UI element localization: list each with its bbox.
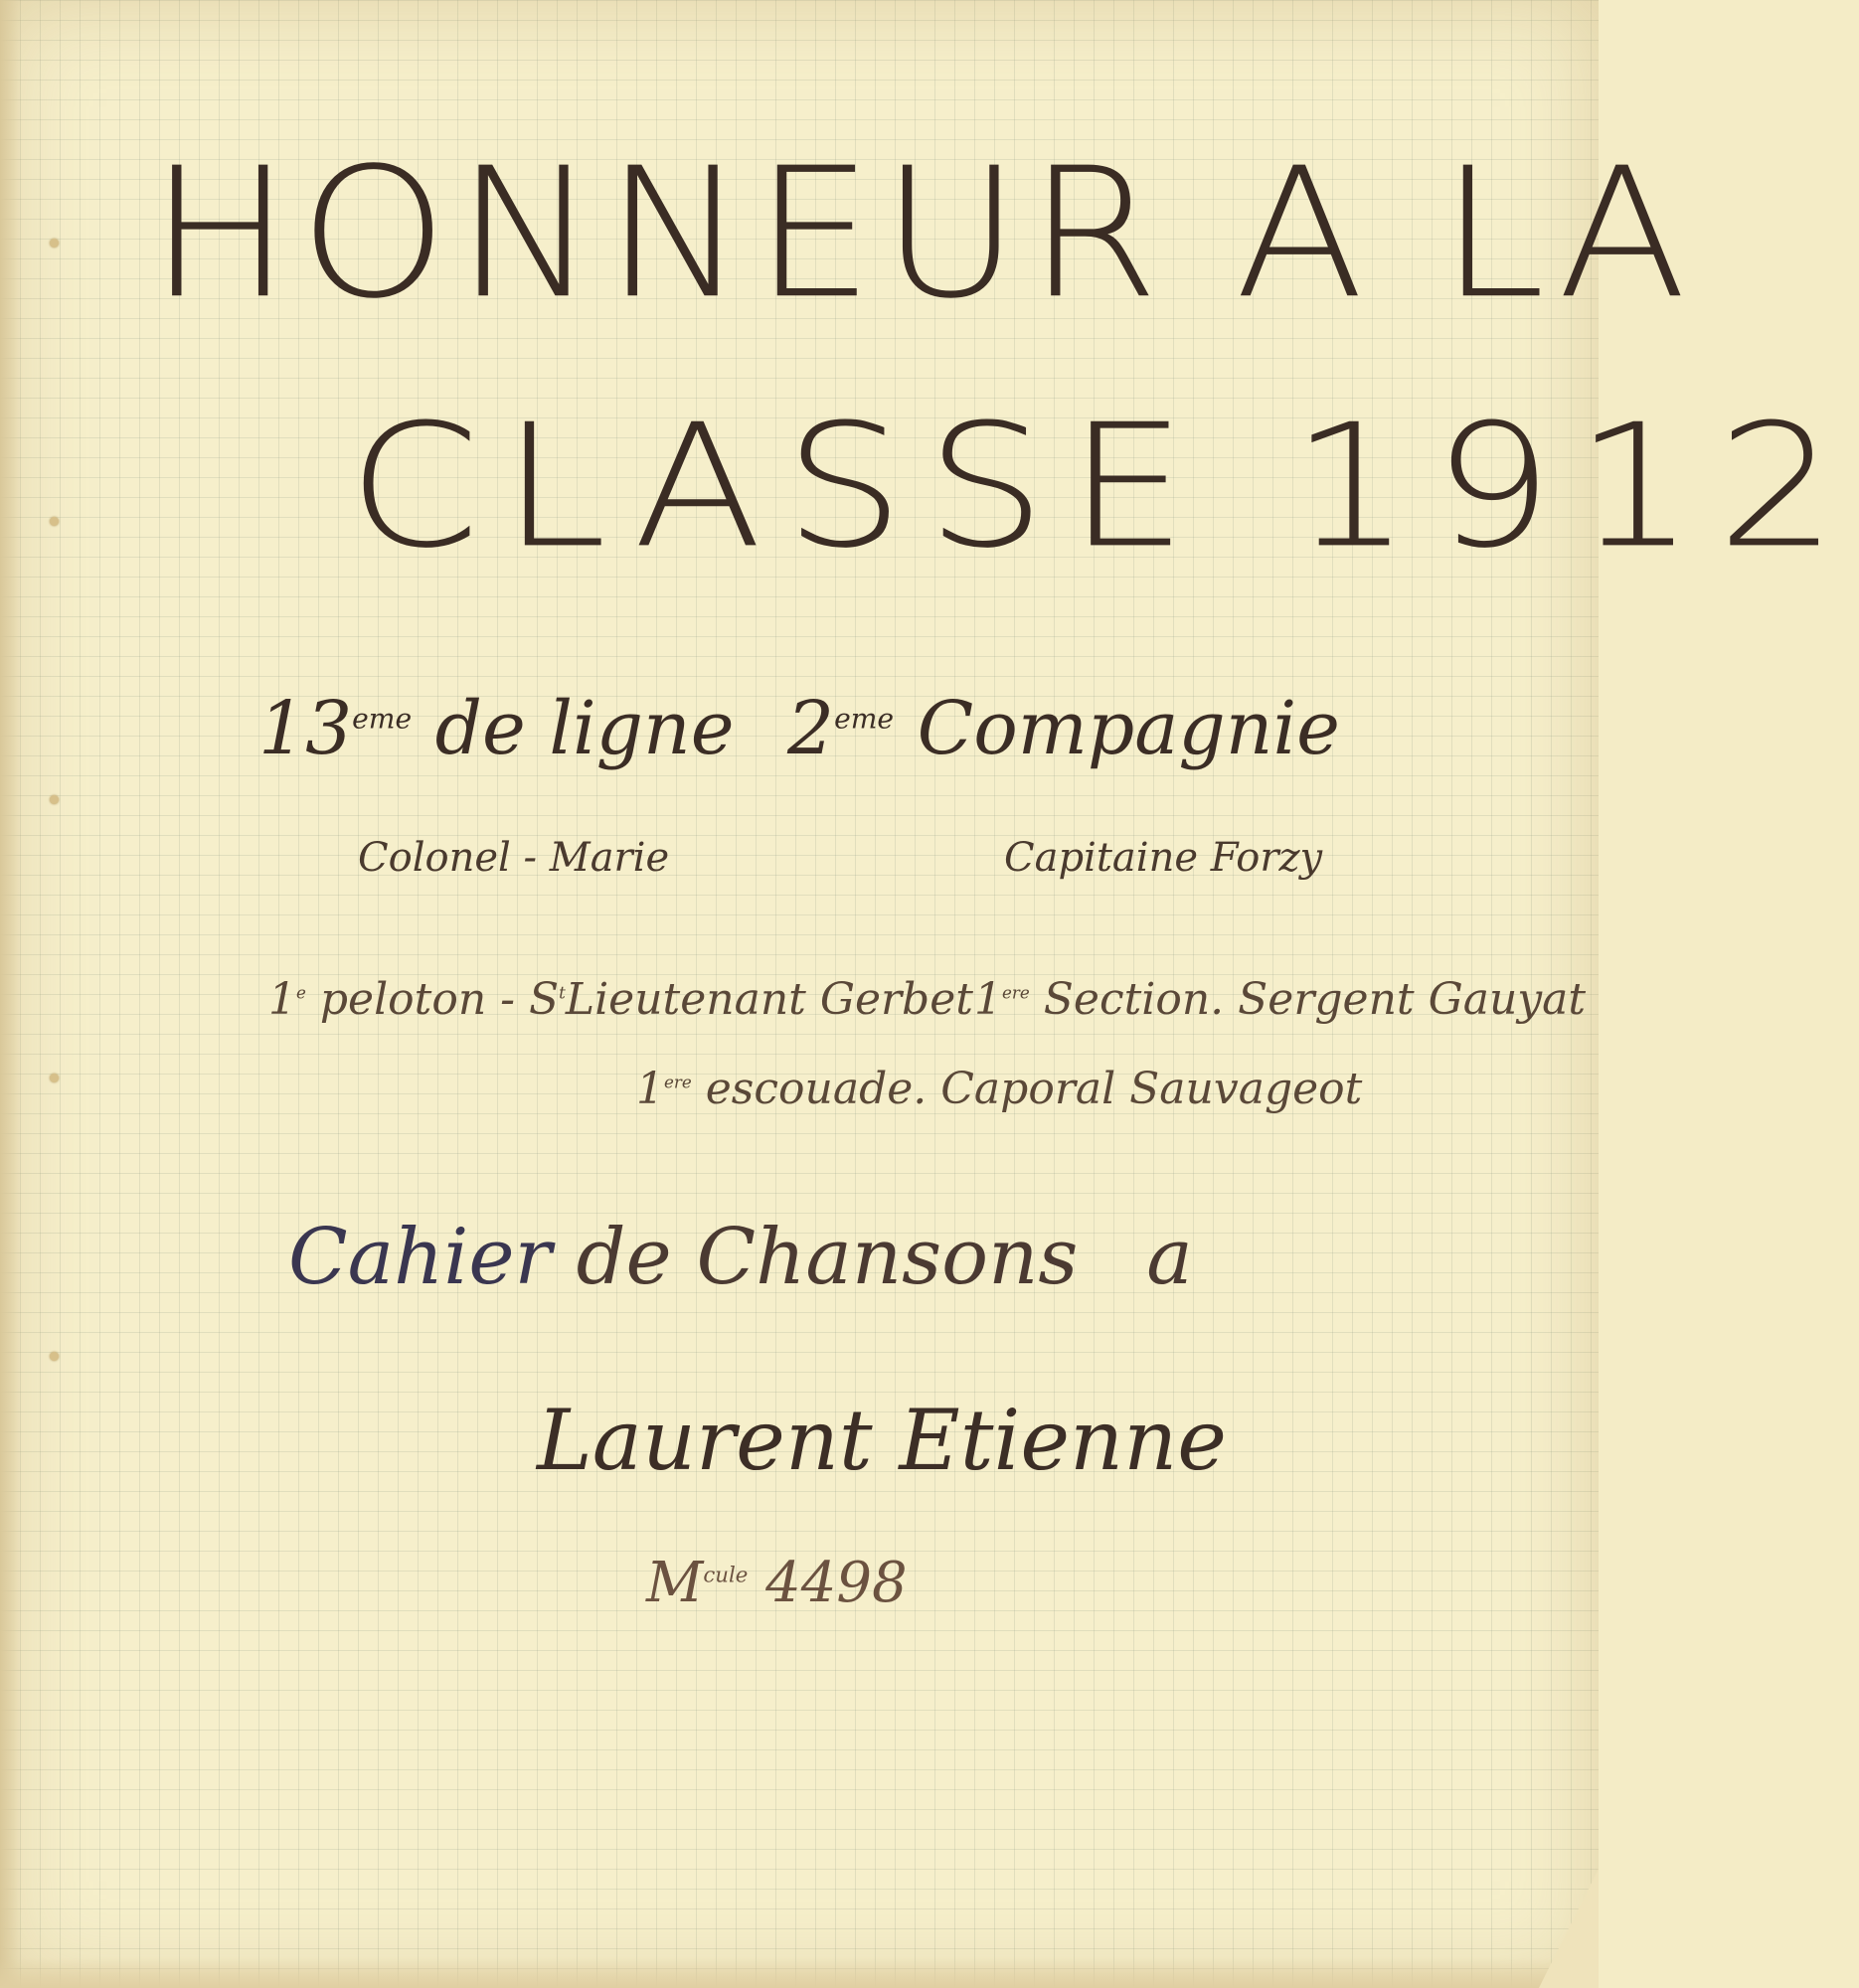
binding-hole bbox=[50, 239, 59, 248]
matricule-line bbox=[646, 1551, 908, 1615]
owner-name: Laurent Etienne bbox=[537, 1392, 1227, 1489]
regiment-line bbox=[258, 686, 1340, 771]
peloton-number: 1 bbox=[268, 974, 296, 1025]
title-line-2: CLASSE 1912 bbox=[348, 388, 1859, 585]
matricule-sup: cule bbox=[703, 1563, 749, 1588]
capitaine-line: Capitaine Forzy bbox=[1004, 835, 1323, 881]
company-number-sup: eme bbox=[834, 702, 895, 736]
cahier-line bbox=[288, 1213, 1193, 1302]
chansons-text: de Chansons bbox=[576, 1213, 1079, 1302]
peloton-line bbox=[268, 974, 973, 1025]
escouade-line bbox=[636, 1064, 1362, 1114]
regiment-text: de ligne bbox=[434, 686, 735, 771]
company-number: 2 bbox=[787, 686, 835, 771]
regiment-number: 13 bbox=[258, 686, 353, 771]
section-sup: ere bbox=[1002, 982, 1030, 1003]
peloton-text: peloton - S bbox=[319, 974, 560, 1025]
matricule-prefix: M bbox=[646, 1551, 704, 1615]
lieutenant-text: Lieutenant Gerbet bbox=[565, 974, 973, 1025]
escouade-sup: ere bbox=[664, 1072, 692, 1092]
lieutenant-sup: t bbox=[559, 982, 566, 1003]
section-line bbox=[974, 974, 1586, 1025]
escouade-text: escouade. Caporal Sauvageot bbox=[705, 1064, 1363, 1114]
title-line-1: HONNEUR A LA bbox=[149, 129, 1695, 338]
colonel-line: Colonel - Marie bbox=[358, 835, 670, 881]
peloton-sup: e bbox=[296, 982, 306, 1003]
matricule-number: 4498 bbox=[765, 1551, 908, 1615]
escouade-number: 1 bbox=[636, 1064, 664, 1114]
page-bottom-edge bbox=[0, 1958, 1599, 1988]
binding-hole bbox=[50, 795, 59, 804]
company-text: Compagnie bbox=[917, 686, 1340, 771]
a-word: a bbox=[1146, 1213, 1193, 1302]
section-text: Section. Sergent Gauyat bbox=[1043, 974, 1587, 1025]
binding-hole bbox=[50, 1352, 59, 1361]
section-number: 1 bbox=[974, 974, 1002, 1025]
binding-hole bbox=[50, 517, 59, 526]
cahier-word: Cahier bbox=[288, 1213, 552, 1302]
folded-corner bbox=[1539, 1869, 1599, 1988]
page-left-edge bbox=[0, 0, 22, 1988]
regiment-number-sup: eme bbox=[352, 702, 413, 736]
binding-hole bbox=[50, 1074, 59, 1082]
